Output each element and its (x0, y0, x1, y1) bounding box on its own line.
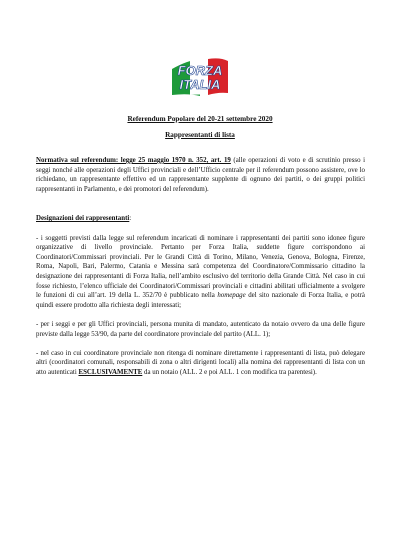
logo-line1: FORZA (177, 63, 223, 78)
designazioni-heading-suffix: : (129, 215, 132, 223)
para1-homepage-term: homepage (217, 292, 246, 300)
normativa-paragraph (36, 156, 365, 194)
para1-text-a: - i soggetti previsti dalla legge sul referendum incaricati di nominare i rappresentanti dei partiti sono idonee figure organizzative di livello provinciale. Pertanto per Forza Italia, suddette figure corrispondono ai Coordinatori/Commissari provinciali. Per le Grandi Città di Torino, Milano, Venezia, Genova, Bologna, Firenze, Roma, Napoli, Bari, Palermo, Catania e Messina sarà competenza del Coordinatore/Commissario cittadino la designazione dei rappresentanti di Forza Italia, nell’ambito esclusivo del territorio della Grande Città. Nel caso in cui fosse richiesto, l’elenco ufficiale dei Coordinatori/Commissari provinciali e cittadini abilitati ufficialmente a svolgere le funzioni di cui all’art. 19 della L. 352/70 è pubblicato nella (36, 234, 365, 300)
para3-text-b: da un notaio (ALL. 2 e poi ALL. 1 con modifica tra parentesi). (142, 368, 317, 376)
para3-emphasis: ESCLUSIVAMENTE (78, 368, 143, 376)
designazioni-paragraph-1 (36, 234, 365, 311)
designazioni-paragraph-2 (36, 320, 365, 339)
para2-text: - per i seggi e per gli Uffici provinciali, persona munita di mandato, autenticato da notaio ovvero da una delle figure previste dalla legge 53/90, da parte del coordinatore provinciale del partito (ALL. 1); (36, 321, 365, 338)
logo-line2: ITALIA (179, 77, 221, 92)
forza-italia-logo-graphic (170, 55, 230, 97)
document-body (36, 156, 365, 378)
forza-italia-logo (170, 55, 230, 97)
para1-text-b: del sito nazionale di Forza Italia, e potrà quindi essere prodotto alla richiesta degli interessati; (36, 292, 365, 309)
normativa-heading: Normativa sul referendum: legge 25 maggio 1970 n. 352, art. 19 (36, 157, 231, 164)
designazioni-heading-line (36, 214, 365, 224)
designazioni-heading: Designazioni dei rappresentanti (36, 215, 130, 223)
designazioni-paragraph-3 (36, 349, 365, 378)
document-subtitle: Rappresentanti di lista (165, 131, 235, 139)
normativa-text: (alle operazioni di voto e di scrutinio presso i seggi nonché alle operazioni degli Uffici provinciali e dell’Ufficio centrale per il referendum possono assistere, ove lo richiedano, un rappresentante effettivo ed un rappresentante supplente di ognuno dei partiti, o dei gruppi politici rappresentanti in Parlamento, e dei promotori del referendum). (36, 157, 365, 193)
para3-text-a: - nel caso in cui coordinatore provinciale non ritenga di nominare direttamente i rappresentanti di lista, può delegare altri (coordinatori comunali, responsabili di zona o altri dirigenti locali) alla nomina dei rappresentanti di lista con un atto autenticati (36, 349, 365, 376)
document-title: Referendum Popolare del 20-21 settembre 2020 (127, 115, 273, 123)
